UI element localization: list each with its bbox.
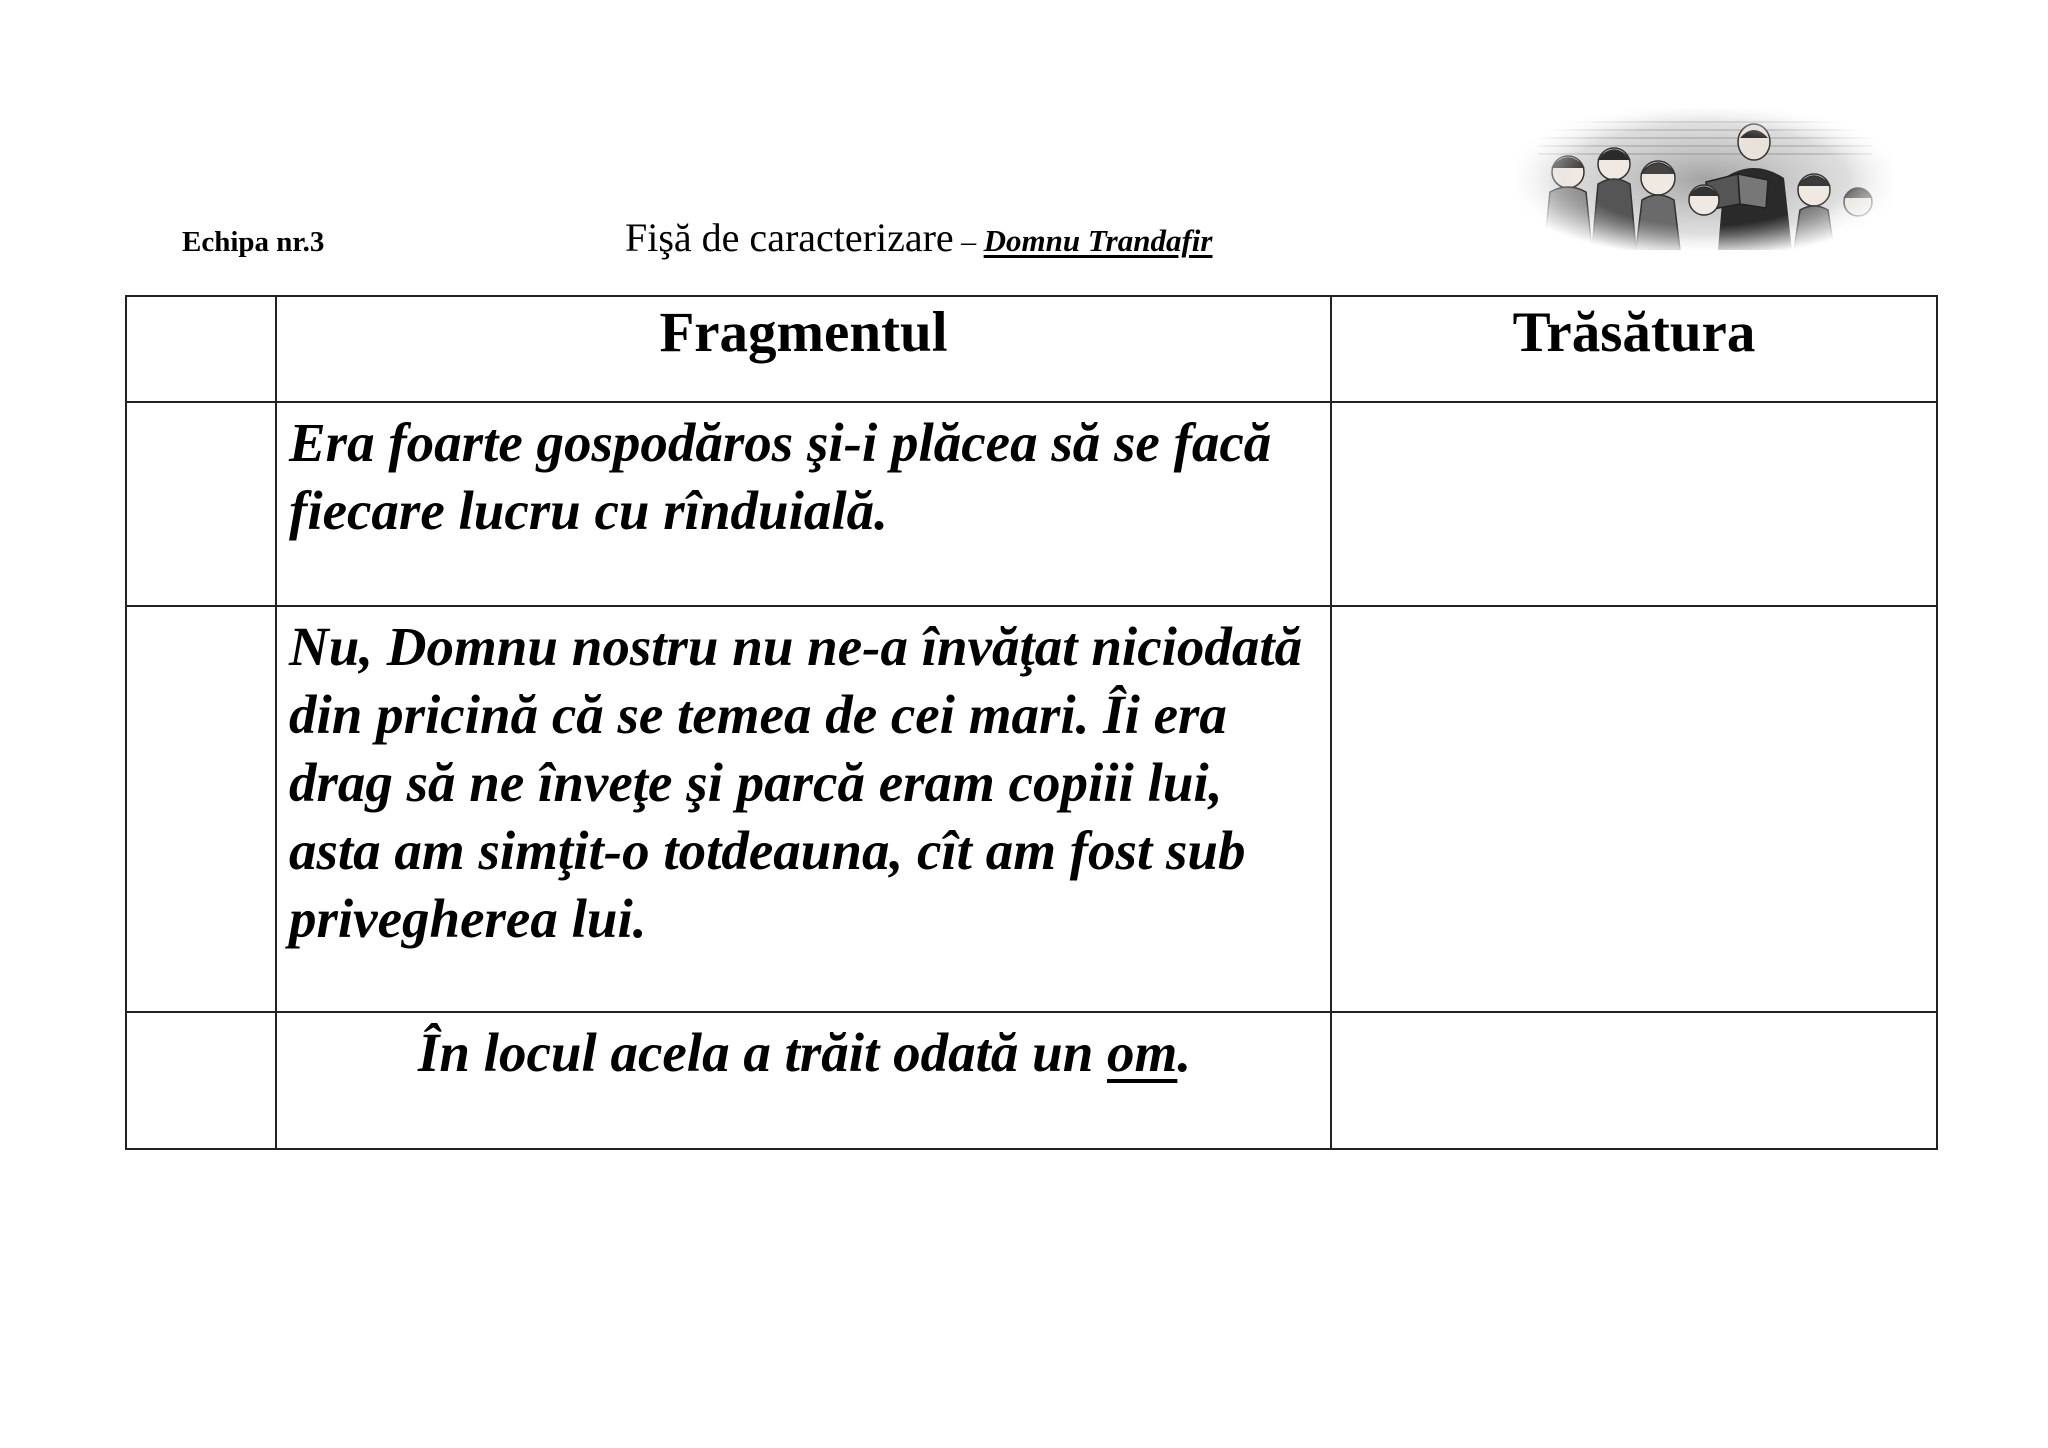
teacher-reading-to-children-illustration (1518, 108, 1892, 250)
fragment-cell: Era foarte gospodăros şi-i plăcea să se facă fiecare lucru cu rînduială. (276, 402, 1331, 606)
trait-cell[interactable] (1331, 606, 1937, 1012)
team-label: Echipa nr.3 (182, 226, 325, 258)
fragment-cell: Nu, Domnu nostru nu ne-a învăţat niciodată din pricină că se temea de cei mari. Îi era drag să ne înveţe şi parcă eram copiii lui, asta am simţit-o totdeauna, cît am fost sub privegherea lui. (276, 606, 1331, 1012)
column-header-number (126, 296, 276, 402)
title-subject: Domnu Trandafir (983, 223, 1213, 258)
table-row (126, 606, 1937, 1012)
column-header-trait: Trăsătura (1331, 296, 1937, 402)
sheet-title-main: Fişă de caracterizare (625, 215, 954, 260)
row-number-cell[interactable] (126, 1012, 276, 1149)
characterization-table (125, 295, 1938, 1150)
fragment-underlined-word: om (1107, 1022, 1178, 1083)
column-header-fragment: Fragmentul (276, 296, 1331, 402)
table-row (126, 1012, 1937, 1149)
table-row (126, 402, 1937, 606)
fragment-text: În locul acela a trăit odată un (417, 1022, 1108, 1083)
trait-cell[interactable] (1331, 402, 1937, 606)
fragment-cell (276, 1012, 1331, 1149)
sheet-title (625, 214, 1212, 266)
fragment-text-end: . (1177, 1022, 1192, 1083)
table-header-row (126, 296, 1937, 402)
row-number-cell[interactable] (126, 606, 276, 1012)
title-dash: – (953, 225, 984, 258)
trait-cell[interactable] (1331, 1012, 1937, 1149)
row-number-cell[interactable] (126, 402, 276, 606)
